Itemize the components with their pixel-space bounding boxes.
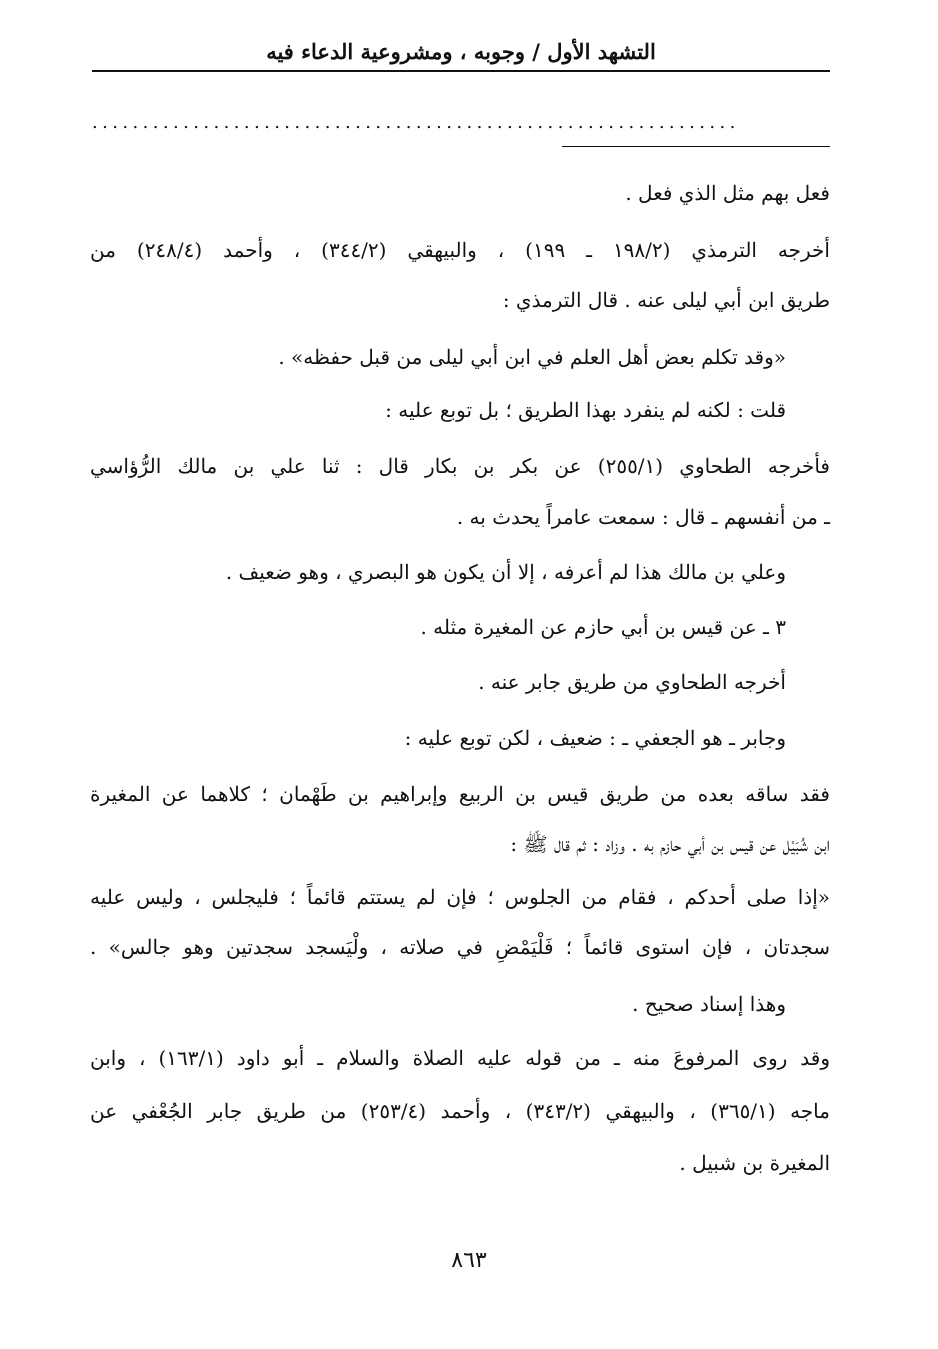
- text-line: المغيرة بن شبيل .: [679, 1151, 830, 1175]
- text-line: ابن شُبَيْل عن قيس بن أبي حازم به . وزاد : ثم قال ﷺ :: [510, 832, 830, 856]
- text-line: «إذا صلى أحدكم ، فقام من الجلوس ؛ فإن لم يستتم قائماً ؛ فليجلس ، وليس عليه: [90, 885, 830, 909]
- text-line: قلت : لكنه لم ينفرد بهذا الطريق ؛ بل توبع عليه :: [385, 398, 786, 422]
- separator-rule: [562, 146, 830, 147]
- text-line: طريق ابن أبي ليلى عنه . قال الترمذي :: [502, 288, 830, 312]
- text-line: فعل بهم مثل الذي فعل .: [625, 181, 830, 205]
- text-line: ٣ ـ عن قيس بن أبي حازم عن المغيرة مثله .: [420, 615, 786, 639]
- header-rule: [92, 70, 830, 72]
- text-line: وعلي بن مالك هذا لم أعرفه ، إلا أن يكون هو البصري ، وهو ضعيف .: [225, 560, 786, 584]
- text-line: وقد روى المرفوعَ منه ـ من قوله عليه الصلاة والسلام ـ أبو داود (١٦٣/١) ، وابن: [90, 1046, 831, 1070]
- text-line: أخرجه الطحاوي من طريق جابر عنه .: [478, 670, 786, 694]
- text-line: وهذا إسناد صحيح .: [632, 992, 786, 1016]
- text-line: فقد ساقه بعده من طريق قيس بن الربيع وإبراهيم بن طَهْمان ؛ كلاهما عن المغيرة: [90, 782, 830, 806]
- text-line: ماجه (٣٦٥/١) ، والبيهقي (٣٤٣/٢) ، وأحمد (٢٥٣/٤) من طريق جابر الجُعْفي عن: [90, 1099, 830, 1123]
- text-line: فأخرجه الطحاوي (٢٥٥/١) عن بكر بن بكار قال : ثنا علي بن مالك الرُّؤاسي: [90, 454, 830, 478]
- text-line: وجابر ـ هو الجعفي ـ : ضعيف ، لكن توبع عليه :: [404, 726, 786, 750]
- text-line: سجدتان ، فإن استوى قائماً ؛ فَلْيَمْضِ في صلاته ، ولْيَسجد سجدتين وهو جالس» .: [90, 935, 831, 959]
- text-line: «وقد تكلم بعض أهل العلم في ابن أبي ليلى من قبل حفظه» .: [278, 345, 786, 369]
- page-number: ٨٦٣: [451, 1248, 487, 1273]
- text-line: ـ من أنفسهم ـ قال : سمعت عامراً يحدث به .: [456, 505, 830, 529]
- text-line: أخرجه الترمذي (١٩٨/٢ ـ ١٩٩) ، والبيهقي (٣٤٤/٢) ، وأحمد (٢٤٨/٤) من: [90, 238, 830, 262]
- ellipsis-row: ................................................................: [92, 112, 740, 133]
- running-head: التشهد الأول / وجوبه ، ومشروعية الدعاء فيه: [266, 39, 656, 64]
